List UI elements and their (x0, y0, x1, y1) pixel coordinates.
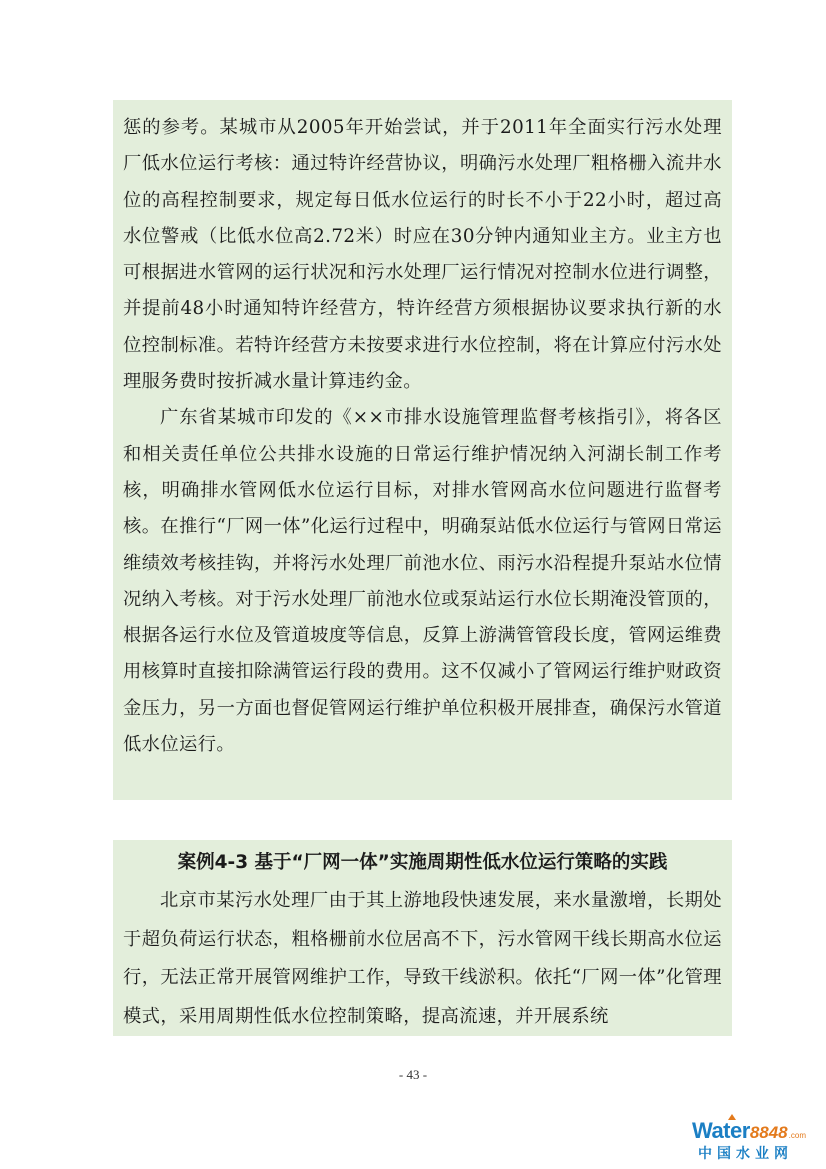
watermark-logo (690, 1118, 820, 1164)
page-number: - 43 - (398, 1067, 428, 1082)
case-text-box-1 (113, 100, 732, 800)
logo-wordmark: Water8848.com (692, 1118, 806, 1144)
water-drop-icon (728, 1114, 736, 1120)
case-text-box-2 (113, 840, 732, 1036)
paragraph-1: 惩的参考。某城市从2005年开始尝试，并于2011年全面实行污水处理厂低水位运行考核：通过特许经营协议，明确污水处理厂粗格栅入流井水位的高程控制要求，规定每日低水位运行的时长不小于22小时，超过高水位警戒（比低水位高2.72米）时应在30分钟内通知业主方。业主方也可根据进水管网的运行状况和污水处理厂运行情况对控制水位进行调整，并提前48小时通知特许经营方，特许经营方须根据协议要求执行新的水位控制标准。若特许经营方未按要求进行水位控制，将在计算应付污水处理服务费时按折减水量计算违约金。 (123, 117, 722, 393)
paragraph-3: 北京市某污水处理厂由于其上游地段快速发展，来水量激增，长期处于超负荷运行状态，粗格栅前水位居高不下，污水管网干线长期高水位运行，无法正常开展管网维护工作，导致干线淤积。依托“厂网一体”化管理模式，采用周期性低水位控制策略，提高流速，并开展系统 (123, 890, 722, 1027)
logo-chinese-name: 中国水业网 (698, 1146, 793, 1162)
case-title: 案例4-3 基于“厂网一体”实施周期性低水位运行策略的实践 (177, 852, 668, 873)
paragraph-2: 广东省某城市印发的《××市排水设施管理监督考核指引》，将各区和相关责任单位公共排水设施的日常运行维护情况纳入河湖长制工作考核，明确排水管网低水位运行目标，对排水管网高水位问题进行监督考核。在推行“厂网一体”化运行过程中，明确泵站低水位运行与管网日常运维绩效考核挂钩，并将污水处理厂前池水位、雨污水沿程提升泵站水位情况纳入考核。对于污水处理厂前池水位或泵站运行水位长期淹没管顶的，根据各运行水位及管道坡度等信息，反算上游满管管段长度，管网运维费用核算时直接扣除满管运行段的费用。这不仅减小了管网运行维护财政资金压力，另一方面也督促管网运行维护单位积极开展排查，确保污水管道低水位运行。 (123, 407, 722, 756)
